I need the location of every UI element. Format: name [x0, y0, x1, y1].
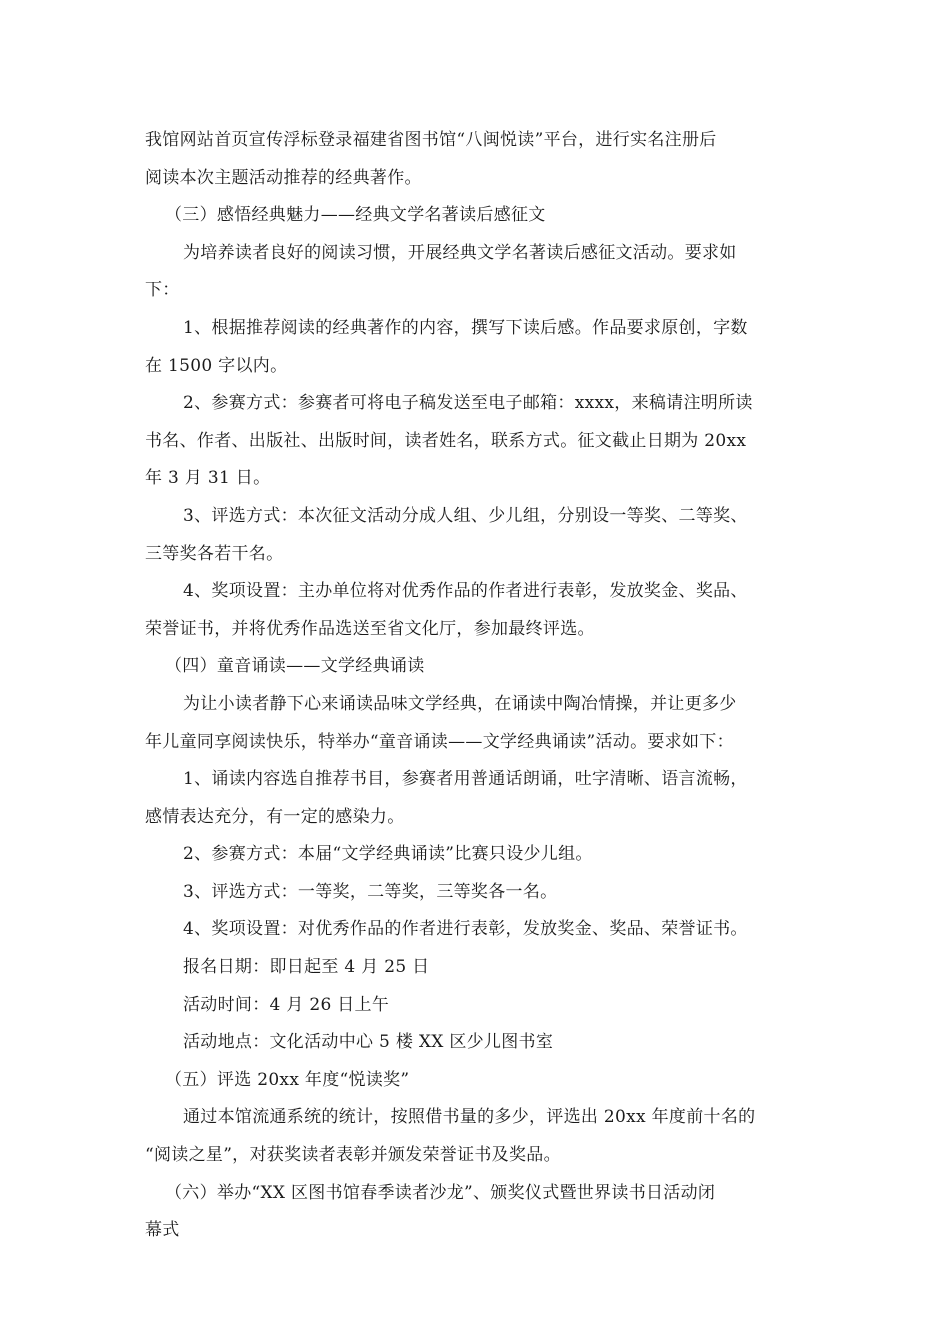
text-line: 通过本馆流通系统的统计，按照借书量的多少，评选出 20xx 年度前十名的 [183, 1107, 756, 1128]
text-line: 为培养读者良好的阅读习惯，开展经典文学名著读后感征文活动。要求如 [183, 242, 737, 263]
text-line: 报名日期：即日起至 4 月 25 日 [183, 957, 430, 978]
text-line: 荣誉证书，并将优秀作品选送至省文化厅，参加最终评选。 [145, 618, 595, 639]
section-heading-line: （六）举办“XX 区图书馆春季读者沙龙”、颁奖仪式暨世界读书日活动闭 [165, 1182, 716, 1203]
text-line: 活动地点：文化活动中心 5 楼 XX 区少儿图书室 [183, 1032, 554, 1053]
text-line: 活动时间：4 月 26 日上午 [183, 994, 390, 1015]
section-heading-line: （三）感悟经典魅力——经典文学名著读后感征文 [165, 205, 546, 226]
text-line: 三等奖各若干名。 [145, 543, 284, 564]
text-line: 2、参赛方式：本届“文学经典诵读”比赛只设少儿组。 [183, 844, 593, 865]
text-line: 年 3 月 31 日。 [145, 468, 271, 489]
text-line: 在 1500 字以内。 [145, 355, 288, 376]
text-line: 2、参赛方式：参赛者可将电子稿发送至电子邮箱：xxxx，来稿请注明所读 [183, 393, 753, 414]
text-line: 4、奖项设置：对优秀作品的作者进行表彰，发放奖金、奖品、荣誉证书。 [183, 919, 748, 940]
text-line: 阅读本次主题活动推荐的经典著作。 [145, 167, 422, 188]
text-line: 为让小读者静下心来诵读品味文学经典，在诵读中陶冶情操，并让更多少 [183, 693, 737, 714]
text-line: 感情表达充分，有一定的感染力。 [145, 806, 405, 827]
section-heading-line: （五）评选 20xx 年度“悦读奖” [165, 1069, 410, 1090]
text-line: 我馆网站首页宣传浮标登录福建省图书馆“八闽悦读”平台，进行实名注册后 [145, 130, 717, 150]
text-line: 1、根据推荐阅读的经典著作的内容，撰写下读后感。作品要求原创，字数 [183, 317, 748, 338]
text-line: 4、奖项设置：主办单位将对优秀作品的作者进行表彰，发放奖金、奖品、 [183, 581, 748, 602]
text-line: 下： [145, 280, 180, 301]
text-line: 3、评选方式：一等奖，二等奖，三等奖各一名。 [183, 881, 558, 902]
text-line: “阅读之星”，对获奖读者表彰并颁发荣誉证书及奖品。 [145, 1145, 561, 1166]
document-body [145, 122, 810, 1250]
section-heading-line: （四）童音诵读——文学经典诵读 [165, 656, 425, 677]
text-line: 书名、作者、出版社、出版时间，读者姓名，联系方式。征文截止日期为 20xx [145, 430, 747, 451]
text-line: 幕式 [145, 1220, 180, 1241]
text-line: 3、评选方式：本次征文活动分成人组、少儿组，分别设一等奖、二等奖、 [183, 505, 748, 526]
text-line: 年儿童同享阅读快乐，特举办“童音诵读——文学经典诵读”活动。要求如下： [145, 731, 734, 752]
text-line: 1、诵读内容选自推荐书目，参赛者用普通话朗诵，吐字清晰、语言流畅， [183, 769, 748, 790]
